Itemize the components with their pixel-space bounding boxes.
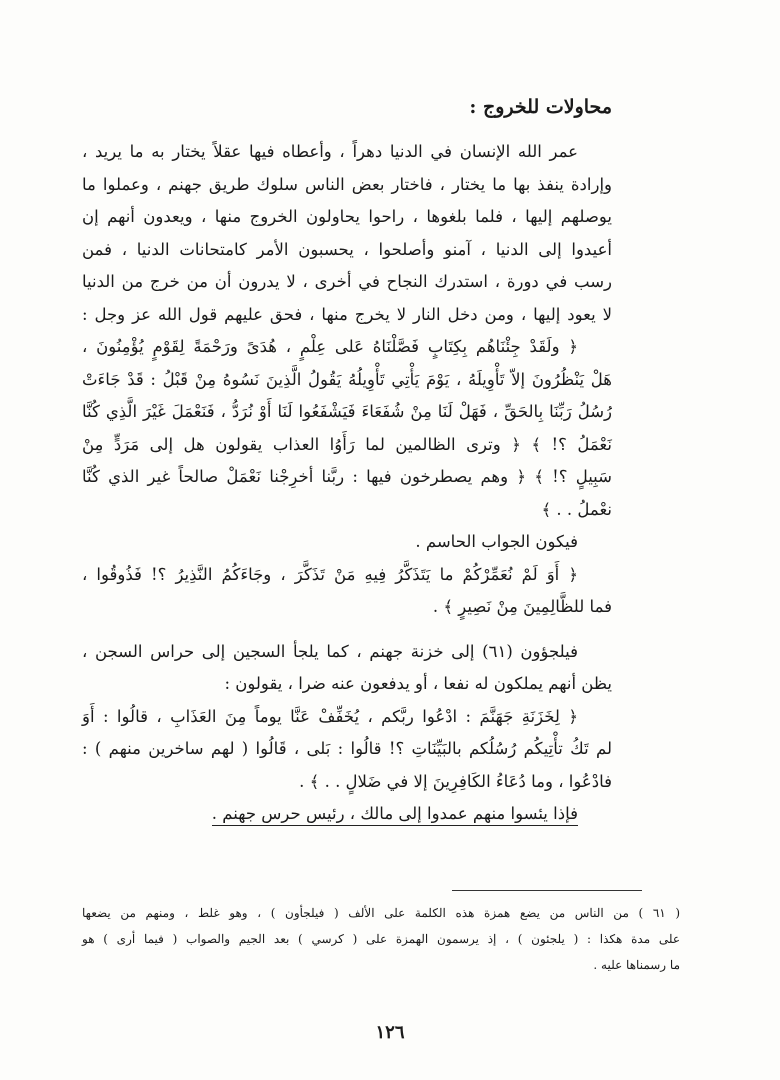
footnote-line: ( ٦١ ) من الناس من يضع همزة هذه الكلمة على الألف ( فيلجأون ) ، وهو غلط ، ومنهم من يضعها (82, 906, 681, 920)
text-line: نعْملُ . . ﴾ (541, 499, 612, 519)
text-line: عمر الله الإنسان في الدنيا دهراً ، وأعطاه فيها عقلاً يختار به ما يريد ، (82, 142, 578, 161)
footnote-line: على مدة هكذا : ( يلجئون ) ، إذ يرسمون الهمزة على ( كرسي ) بعد الجيم والصواب ( فيما أرى ) هو (82, 932, 680, 946)
text-line-wrapper (82, 798, 612, 831)
page-number: ١٢٦ (375, 1022, 405, 1043)
text-line: نَعْمَلُ ؟! ﴾ ﴿ وترى الظالمين لما رَأَوُا العذاب يقولون هل إلى مَرَدٍّ مِنْ (82, 434, 612, 454)
paragraph-guards (82, 636, 612, 701)
text-line: لا يعود إليها ، ومن دخل النار لا يخرج منها ، فحق عليهم قول الله عز وجل : (82, 304, 612, 324)
text-line: سَبِيلٍ ؟! ﴾ ﴿ وهم يصطرخون فيها : ربَّنا أخرِجْنا نَعْمَلْ صالحاً غير الذي كُنَّا (82, 467, 612, 486)
paragraph-gap (82, 624, 612, 636)
underlined-text: فإذا يئسوا منهم عمدوا إلى مالك ، رئيس حرس جهنم . (212, 804, 578, 826)
text-line: ﴿ ولَقَدْ جِئْنَاهُم بِكِتَابٍ فَصَّلْنَاهُ عَلى عِلْمٍ ، هُدَىً ورَحْمَةً لِقَوْمٍ يُؤْمِنُونَ ، (82, 337, 578, 356)
paragraph-quran-quote-1 (82, 331, 612, 526)
paragraph-answer (82, 526, 612, 559)
text-line: فيلجؤون (٦١) إلى خزنة جهنم ، كما يلجأ السجين إلى حراس السجن ، (82, 641, 578, 661)
footnote (82, 900, 680, 978)
main-text (82, 92, 612, 831)
text-line: هَلْ يَنْظُرُونَ إلاّ تَأْوِيلَهُ ، يَوْمَ يَأْتِي تَأْوِيلُهُ يَقُولُ الَّذِينَ نَسُوهُ مِنْ قَبْلُ : قَدْ جَاءَتْ (82, 369, 612, 389)
paragraph-quran-quote-2 (82, 559, 612, 624)
text-line: فما للظَّالِمِينَ مِنْ نَصِيرٍ ﴾ . (432, 597, 612, 616)
paragraph-malik (82, 798, 612, 831)
text-line: فيكون الجواب الحاسم . (415, 532, 578, 551)
text-line: ﴿ أَوَ لَمْ نُعَمِّرْكُمْ ما يَتَذَكَّرُ فِيهِ مَنْ تَذَكَّرَ ، وجَاءَكُمُ النَّذِيرُ ؟! فَذُوقُوا ، (82, 564, 578, 584)
paragraph-quran-quote-3 (82, 701, 612, 799)
text-line: لم تَكُ تأْتِيكُم رُسُلُكم بالبَيِّنَاتِ ؟! قالُوا : بَلى ، قَالُوا ( لهم ساخرين منهم ) : (82, 739, 612, 758)
paragraph-intro (82, 136, 612, 331)
footnote-line: ما رسمناها عليه . (593, 958, 680, 972)
text-line: فادْعُوا ، وما دُعَاءُ الكَافِرِينَ إلا في ضَلالٍ . . ﴾ . (299, 771, 612, 791)
section-heading: محاولات للخروج : (469, 96, 612, 118)
text-line: رسب في دورة ، استدرك النجاح في أخرى ، لا يدرون أن من خرج من الدنيا (82, 272, 612, 291)
text-line: رُسُلُ رَبِّنَا بِالحَقِّ ، فَهَلْ لَنَا مِنْ شُفَعَاءَ فَيَشْفَعُوا لَنَا أَوْ نُرَدُّ ، فَنَعْمَلَ غَيْرَ الَّذِي كُنَّا (82, 402, 612, 421)
text-line: يوصلهم إليها ، فلما بلغوها ، راحوا يحاولون الخروج منها ، ويعدون أنهم إن (82, 207, 612, 226)
text-line: أعيدوا إلى الدنيا ، آمنو وأصلحوا ، يحسبون الأمر كامتحانات الدنيا ، فمن (82, 239, 612, 259)
text-line: يظن أنهم يملكون له نفعا ، أو يدفعون عنه ضرا ، يقولون : (224, 674, 612, 693)
footnote-divider (452, 890, 642, 891)
text-line: ﴿ لِخَزَنَةِ جَهَنَّمَ : ادْعُوا ربَّكم ، يُخَفِّفْ عَنَّا يوماً مِنَ العَذَابِ ، قالُوا : أَوَ (82, 706, 578, 726)
text-line: وإرادة ينفذ بها ما يختار ، فاختار بعض الناس سلوك طريق جهنم ، وعملوا ما (82, 174, 612, 194)
